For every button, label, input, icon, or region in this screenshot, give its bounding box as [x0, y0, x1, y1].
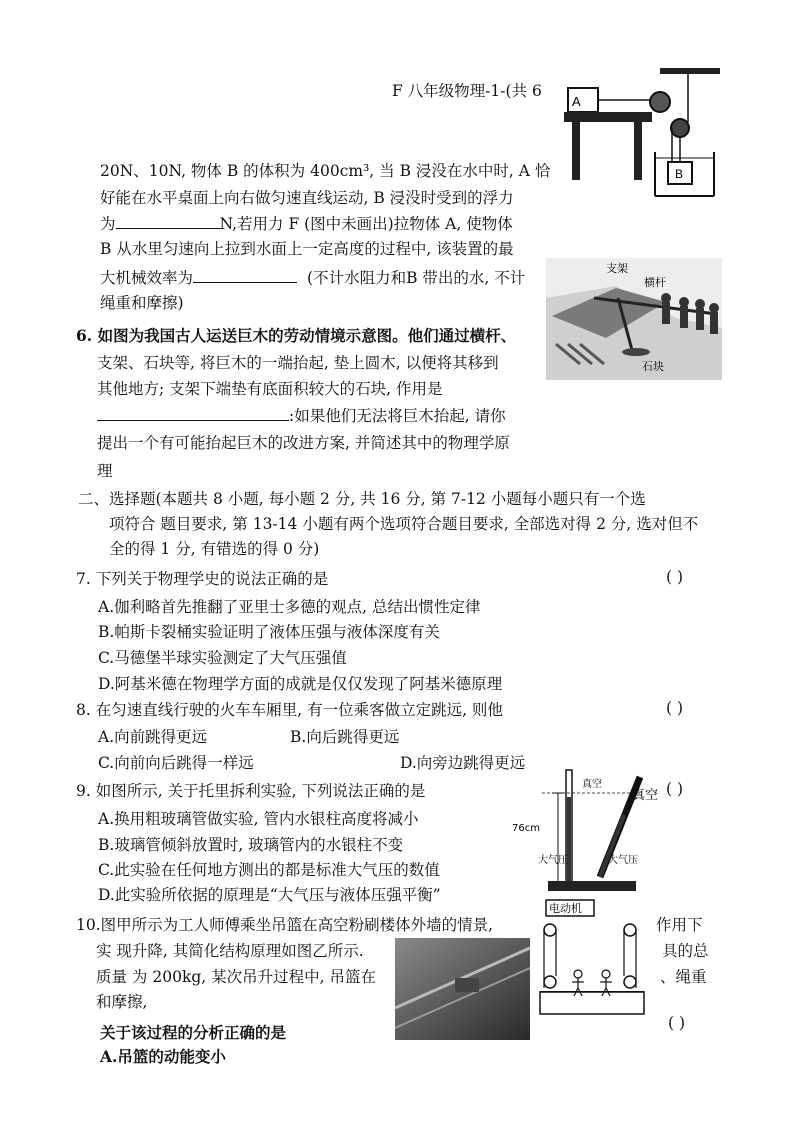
vacuum-label-2: 真空: [632, 788, 659, 803]
q10-answer-paren[interactable]: ( ): [668, 1014, 686, 1032]
q10-line1b: 作用下: [656, 916, 703, 934]
q5-line4: B 从水里匀速向上拉到水面上一定高度的过程中, 该装置的最: [100, 240, 514, 258]
q8-answer-paren[interactable]: ( ): [666, 699, 684, 717]
q6-line4: :如果他们无法将巨木抬起, 请你: [97, 404, 506, 427]
q6-blank[interactable]: [97, 404, 289, 421]
q5-blank-2[interactable]: [193, 266, 297, 283]
section2-line1: 二、选择题(本题共 8 小题, 每小题 2 分, 共 16 分, 第 7-12 小题每小题只有一个选: [78, 490, 646, 508]
q9-option-c[interactable]: C.此实验在任何地方测出的都是标准大气压的数值: [98, 861, 440, 879]
section2-line3: 全的得 1 分, 有错选的得 0 分): [109, 540, 320, 558]
q5-blank-1[interactable]: [116, 212, 220, 229]
q8-option-c[interactable]: C.向前向后跳得一样远: [98, 754, 254, 772]
timber-lever-figure: [546, 258, 722, 380]
torricelli-figure: [512, 765, 672, 895]
motor-label: 电动机: [549, 902, 582, 915]
q7-option-b[interactable]: B.帕斯卡裂桶实验证明了液体压强与液体深度有关: [98, 623, 440, 641]
q7-stem: 7. 下列关于物理学史的说法正确的是: [76, 570, 329, 588]
q8-option-a[interactable]: A.向前跳得更远: [98, 728, 208, 746]
q10-line5: 关于该过程的分析正确的是: [100, 1023, 287, 1042]
support-label: 支架: [606, 262, 628, 275]
q6-line2: 支架、石块等, 将巨木的一端抬起, 垫上圆木, 以便将其移到: [97, 354, 499, 372]
q9-answer-paren[interactable]: ( ): [666, 780, 684, 798]
block-b-label: B: [675, 167, 684, 181]
stone-label: 石块: [642, 360, 664, 373]
q7-answer-paren[interactable]: ( ): [666, 568, 684, 586]
q9-option-b[interactable]: B.玻璃管倾斜放置时, 玻璃管内的水银柱不变: [98, 836, 404, 854]
section2-line2: 项符合 题目要求, 第 13-14 小题有两个选项符合题目要求, 全部选对得 2 分, 选对但不: [109, 515, 699, 533]
atm-label-1: 大气压: [538, 855, 568, 866]
q10-option-a[interactable]: A.吊篮的动能变小: [100, 1047, 226, 1066]
q10-line2b: 具的总: [662, 942, 709, 960]
q6-line5: 提出一个有可能抬起巨木的改进方案, 并简述其中的物理学原: [97, 434, 510, 452]
q6-line3: 其他地方; 支架下端垫有底面积较大的石块, 作用是: [97, 380, 443, 398]
q5-line2: 好能在水平桌面上向右做匀速直线运动, B 浸没时受到的浮力: [100, 189, 514, 207]
q5-line3: 为 N,若用力 F (图中未画出)拉物体 A, 使物体: [100, 212, 513, 235]
q7-option-a[interactable]: A.伽利略首先推翻了亚里士多德的观点, 总结出惯性定律: [98, 598, 481, 616]
q10-line1a: 10.图甲所示为工人师傅乘坐吊篮在高空粉刷楼体外墙的情景,: [76, 916, 494, 934]
q7-option-d[interactable]: D.阿基米德在物理学方面的成就是仅仅发现了阿基米德原理: [98, 675, 503, 693]
q10-line3b: 、绳重: [660, 968, 707, 986]
vacuum-label-1: 真空: [582, 779, 602, 790]
q6-line6: 理: [97, 462, 113, 480]
q5-line5: 大机械效率为 (不计水阻力和B 带出的水, 不计: [100, 266, 525, 289]
wall-painting-photo: [395, 938, 530, 1040]
page-header: F 八年级物理-1-(共 6: [392, 82, 542, 100]
gondola-diagram: [532, 898, 656, 1020]
q8-option-b[interactable]: B.向后跳得更远: [290, 728, 400, 746]
pulley-figure: [560, 62, 720, 202]
q10-line2a: 实 现升降, 其简化结构原理如图乙所示.: [96, 942, 364, 960]
q9-option-a[interactable]: A.换用粗玻璃管做实验, 管内水银柱高度将减小: [98, 810, 419, 828]
q8-stem: 8. 在匀速直线行驶的火车车厢里, 有一位乘客做立定跳远, 则他: [76, 701, 503, 719]
q8-option-d[interactable]: D.向旁边跳得更远: [400, 754, 526, 772]
q9-stem: 9. 如图所示, 关于托里拆利实验, 下列说法正确的是: [76, 782, 426, 800]
lever-label: 横杆: [644, 276, 666, 289]
q6-line1: 6. 如图为我国古人运送巨木的劳动情境示意图。他们通过横杆、: [76, 326, 517, 345]
height-label: 76cm: [512, 823, 540, 834]
q9-option-d[interactable]: D.此实验所依据的原理是“大气压与液体压强平衡”: [98, 886, 441, 904]
q5-line6: 绳重和摩擦): [100, 294, 184, 312]
q10-line4: 和摩擦,: [96, 993, 148, 1011]
q10-line3a: 质量 为 200kg, 某次吊升过程中, 吊篮在: [96, 968, 376, 986]
block-a-label: A: [572, 94, 581, 109]
q5-line1: 20N、10N, 物体 B 的体积为 400cm³, 当 B 浸没在水中时, A 恰: [100, 162, 551, 180]
atm-label-2: 大气压: [608, 855, 638, 866]
q7-option-c[interactable]: C.马德堡半球实验测定了大气压强值: [98, 649, 347, 667]
